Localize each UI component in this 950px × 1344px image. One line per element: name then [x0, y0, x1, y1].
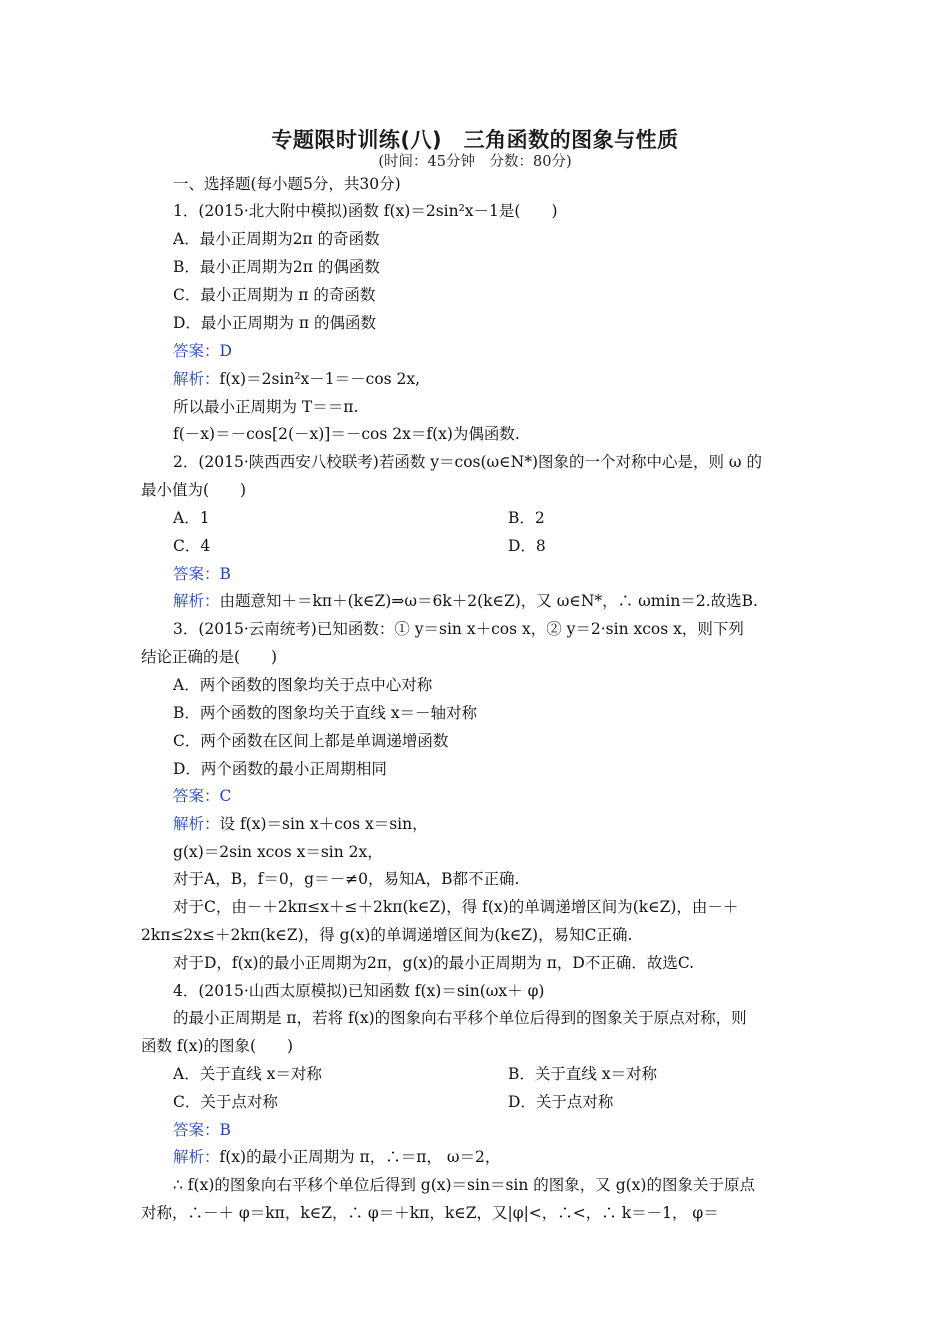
q3-option-c: C．两个函数在区间上都是单调递增函数	[173, 732, 449, 750]
q2-option-d: D．8	[508, 537, 546, 555]
section-heading: 一、选择题(每小题5分，共30分)	[173, 175, 401, 193]
q3-option-b: B．两个函数的图象均关于直线 x＝－轴对称	[173, 704, 478, 722]
analysis-text: f(x)的最小正周期为 π，∴＝π， ω＝2，	[219, 1148, 501, 1166]
q3-analysis-line	[173, 814, 428, 834]
q4-analysis-text: ∴ f(x)的图象向右平移个单位后得到 g(x)＝sin＝sin 的图象，又 g(x)的图象关于原点	[173, 1176, 755, 1194]
page-title: 专题限时训练(八) 三角函数的图象与性质	[271, 128, 679, 152]
analysis-label: 解析：	[173, 1148, 220, 1166]
q3-analysis-text: g(x)＝2sin xcos x＝sin 2x，	[173, 843, 383, 861]
question-3-stem-cont: 结论正确的是( )	[141, 648, 278, 666]
q1-option-b: B．最小正周期为2π 的偶函数	[173, 258, 380, 276]
q1-analysis-line	[173, 369, 420, 389]
q4-option-b: B．关于直线 x＝对称	[508, 1065, 658, 1083]
q2-answer: 答案：B	[173, 565, 231, 583]
q3-option-a: A．两个函数的图象均关于点中心对称	[173, 676, 433, 694]
analysis-text: f(x)＝2sin²x－1＝－cos 2x,	[219, 370, 421, 388]
question-4-stem-cont: 函数 f(x)的图象( )	[141, 1037, 294, 1055]
analysis-label: 解析：	[173, 592, 220, 610]
q3-option-d: D．两个函数的最小正周期相同	[173, 760, 387, 778]
question-4-stem: 4．(2015·山西太原模拟)已知函数 f(x)＝sin(ωx＋ φ)	[173, 982, 545, 1000]
q3-analysis-text: 对于D，f(x)的最小正周期为2π，g(x)的最小正周期为 π，D不正确．故选C.	[173, 954, 695, 972]
q4-analysis-text: 对称，∴－＋ φ＝kπ，k∈Z，∴ φ＝＋kπ，k∈Z，又|φ|<，∴<，∴ k＝－1， φ＝	[141, 1204, 719, 1222]
question-3-stem: 3．(2015·云南统考)已知函数：① y＝sin x＋cos x，② y＝2·sin xcos x，则下列	[173, 620, 744, 638]
q1-option-c: C．最小正周期为 π 的奇函数	[173, 286, 376, 304]
q2-analysis-line	[173, 591, 758, 611]
analysis-label: 解析：	[173, 370, 220, 388]
q3-analysis-text: 对于A，B，f＝0，g＝－≠0，易知A，B都不正确.	[173, 870, 520, 888]
analysis-label: 解析：	[173, 815, 220, 833]
q4-option-a: A．关于直线 x＝对称	[173, 1065, 322, 1083]
q3-analysis-text: 对于C，由－＋2kπ≤x＋≤＋2kπ(k∈Z)，得 f(x)的单调递增区间为(k∈Z)，由－＋	[173, 898, 739, 916]
q4-option-d: D．关于点对称	[508, 1093, 614, 1111]
analysis-text: 由题意知＋＝kπ＋(k∈Z)⇒ω＝6k＋2(k∈Z)，又 ω∈N*，∴ ωmin＝2.故选B.	[219, 592, 758, 610]
q1-option-d: D．最小正周期为 π 的偶函数	[173, 314, 376, 332]
analysis-text: 设 f(x)＝sin x＋cos x＝sin，	[219, 815, 428, 833]
q2-option-b: B．2	[508, 509, 545, 527]
question-4-stem-cont: 的最小正周期是 π，若将 f(x)的图象向右平移个单位后得到的图象关于原点对称，则	[173, 1009, 747, 1027]
q1-answer: 答案：D	[173, 342, 232, 360]
question-1-stem: 1．(2015·北大附中模拟)函数 f(x)＝2sin²x－1是( )	[173, 202, 558, 220]
q1-analysis-text: f(－x)＝－cos[2(－x)]＝－cos 2x＝f(x)为偶函数.	[173, 425, 520, 443]
question-2-stem-cont: 最小值为( )	[141, 481, 247, 499]
q4-analysis-line	[173, 1147, 500, 1167]
question-2-stem: 2．(2015·陕西西安八校联考)若函数 y＝cos(ω∈N*)图象的一个对称中心是，则 ω 的	[173, 453, 762, 471]
q1-option-a: A．最小正周期为2π 的奇函数	[173, 230, 380, 248]
q2-option-a: A．1	[173, 509, 210, 527]
q3-answer: 答案：C	[173, 787, 232, 805]
q2-option-c: C．4	[173, 537, 211, 555]
q4-answer: 答案：B	[173, 1121, 231, 1139]
q4-option-c: C．关于点对称	[173, 1093, 278, 1111]
page-subtitle: (时间：45分钟 分数：80分)	[378, 154, 572, 170]
q1-analysis-text: 所以最小正周期为 T＝＝π.	[173, 398, 359, 416]
q3-analysis-text: 2kπ≤2x≤＋2kπ(k∈Z)，得 g(x)的单调递增区间为(k∈Z)，易知C正确.	[141, 926, 633, 944]
